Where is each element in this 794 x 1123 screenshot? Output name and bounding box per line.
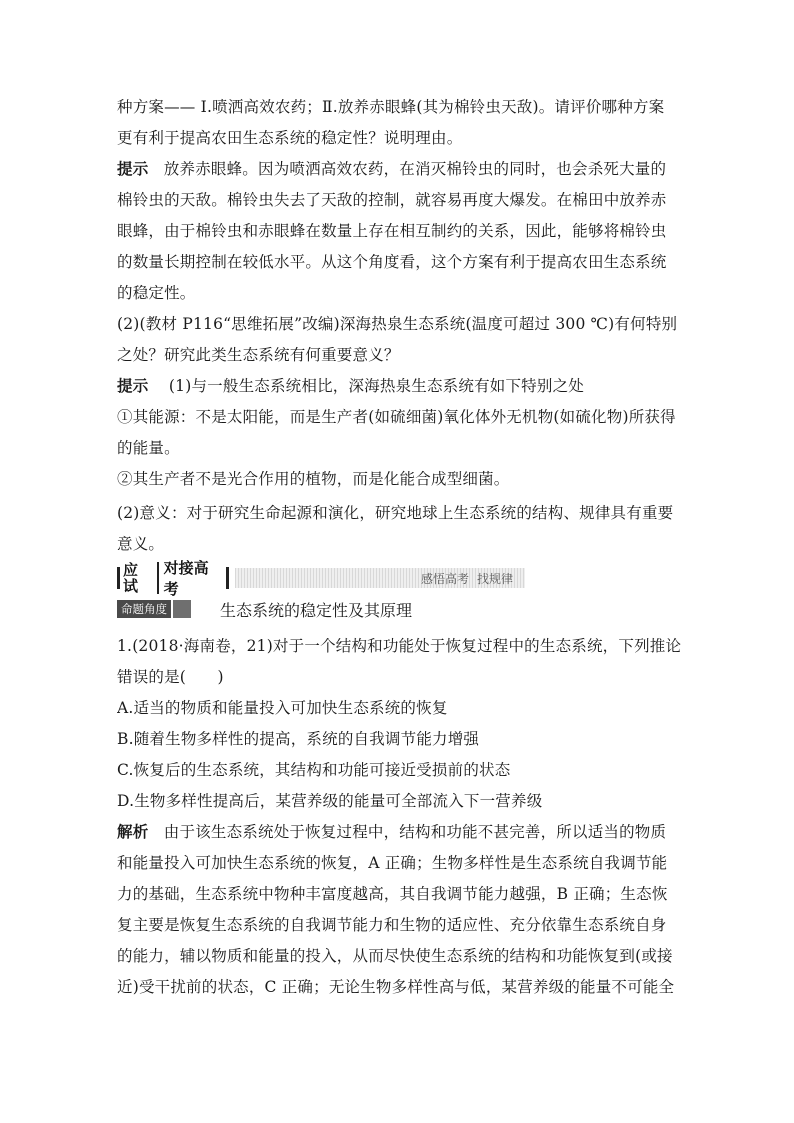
text-line: (2)意义：对于研究生命起源和演化，研究地球上生态系统的结构、规律具有重要 xyxy=(117,504,674,522)
section-banner xyxy=(117,559,513,598)
option-a: A.适当的物质和能量投入可加快生态系统的恢复 xyxy=(117,699,448,717)
option-d: D.生物多样性提高后，某营养级的能量可全部流入下一营养级 xyxy=(117,792,543,810)
option-b: B.随着生物多样性的提高，系统的自我调节能力增强 xyxy=(117,730,480,748)
banner-title-a: 应试 xyxy=(120,562,159,594)
banner-subtitle xyxy=(235,568,525,588)
banner-title-b: 对接高考 xyxy=(163,559,209,598)
analysis-label: 解析 xyxy=(117,823,149,841)
hint-line xyxy=(117,376,682,396)
text-line: (2)(教材 P116“思维拓展”改编)深海热泉生态系统(温度可超过 300 ℃)有何特别 xyxy=(117,315,678,333)
option-c: C.恢复后的生态系统，其结构和功能可接近受损前的状态 xyxy=(117,761,511,779)
text-line: 的数量长期控制在较低水平。从这个角度看，这个方案有利于提高农田生态系统 xyxy=(117,253,667,271)
text-line: 放养赤眼蜂。因为喷洒高效农药，在消灭棉铃虫的同时，也会杀死大量的 xyxy=(163,160,667,178)
text-line: 和能量投入可加快生态系统的恢复，A 正确；生物多样性是生态系统自我调节能 xyxy=(117,854,668,872)
text-line: 力的基础，生态系统中物种丰富度越高，其自我调节能力越强，B 正确；生态恢 xyxy=(117,885,668,903)
text-line: 复主要是恢复生态系统的自我调节能力和生物的适应性、充分依靠生态系统自身 xyxy=(117,916,667,934)
hint-line xyxy=(117,159,682,179)
text-line: 棉铃虫的天敌。棉铃虫失去了天敌的控制，就容易再度大爆发。在棉田中放养赤 xyxy=(117,191,667,209)
text-line: ①其能源：不是太阳能，而是生产者(如硫细菌)氧化体外无机物(如硫化物)所获得 xyxy=(117,408,676,426)
question-stem: 1.(2018·海南卷，21)对于一个结构和功能处于恢复过程中的生态系统，下列推论 xyxy=(117,637,682,655)
banner-subtitle-a: 感悟高考 xyxy=(420,571,469,586)
analysis-line xyxy=(117,822,682,842)
text-line: 种方案—— Ⅰ.喷洒高效农药；Ⅱ.放养赤眼蜂(其为棉铃虫天敌)。请评价哪种方案 xyxy=(117,98,665,116)
text-line: (1)与一般生态系统相比，深海热泉生态系统有如下特别之处 xyxy=(168,377,584,395)
text-line: ②其生产者不是光合作用的植物，而是化能合成型细菌。 xyxy=(117,470,510,488)
question-stem: 错误的是( ) xyxy=(117,668,224,686)
hint-label: 提示 xyxy=(117,160,149,178)
hint-label: 提示 xyxy=(117,377,149,395)
text-line: 近)受干扰前的状态，C 正确；无论生物多样性高与低，某营养级的能量不可能全 xyxy=(117,978,675,996)
text-line: 更有利于提高农田生态系统的稳定性？说明理由。 xyxy=(117,129,463,147)
topic-tag xyxy=(117,600,203,618)
text-line: 眼蜂，由于棉铃虫和赤眼蜂在数量上存在相互制约的关系，因此，能够将棉铃虫 xyxy=(117,222,667,240)
topic-tag-label: 命题角度 xyxy=(117,600,171,618)
text-line: 的能力，辅以物质和能量的投入，从而尽快使生态系统的结构和功能恢复到(或接 xyxy=(117,947,673,965)
banner-subtitle-b: 找规律 xyxy=(476,571,513,586)
topic-tag-block xyxy=(173,600,191,618)
text-line: 的稳定性。 xyxy=(117,284,196,302)
text-line: 之处？研究此类生态系统有何重要意义？ xyxy=(117,346,400,364)
banner-title xyxy=(117,559,229,598)
text-line: 意义。 xyxy=(117,535,165,553)
topic-title: 生态系统的稳定性及其原理 xyxy=(220,601,413,620)
text-line: 由于该生态系统处于恢复过程中，结构和功能不甚完善，所以适当的物质 xyxy=(163,823,667,841)
text-line: 的能量。 xyxy=(117,439,180,457)
